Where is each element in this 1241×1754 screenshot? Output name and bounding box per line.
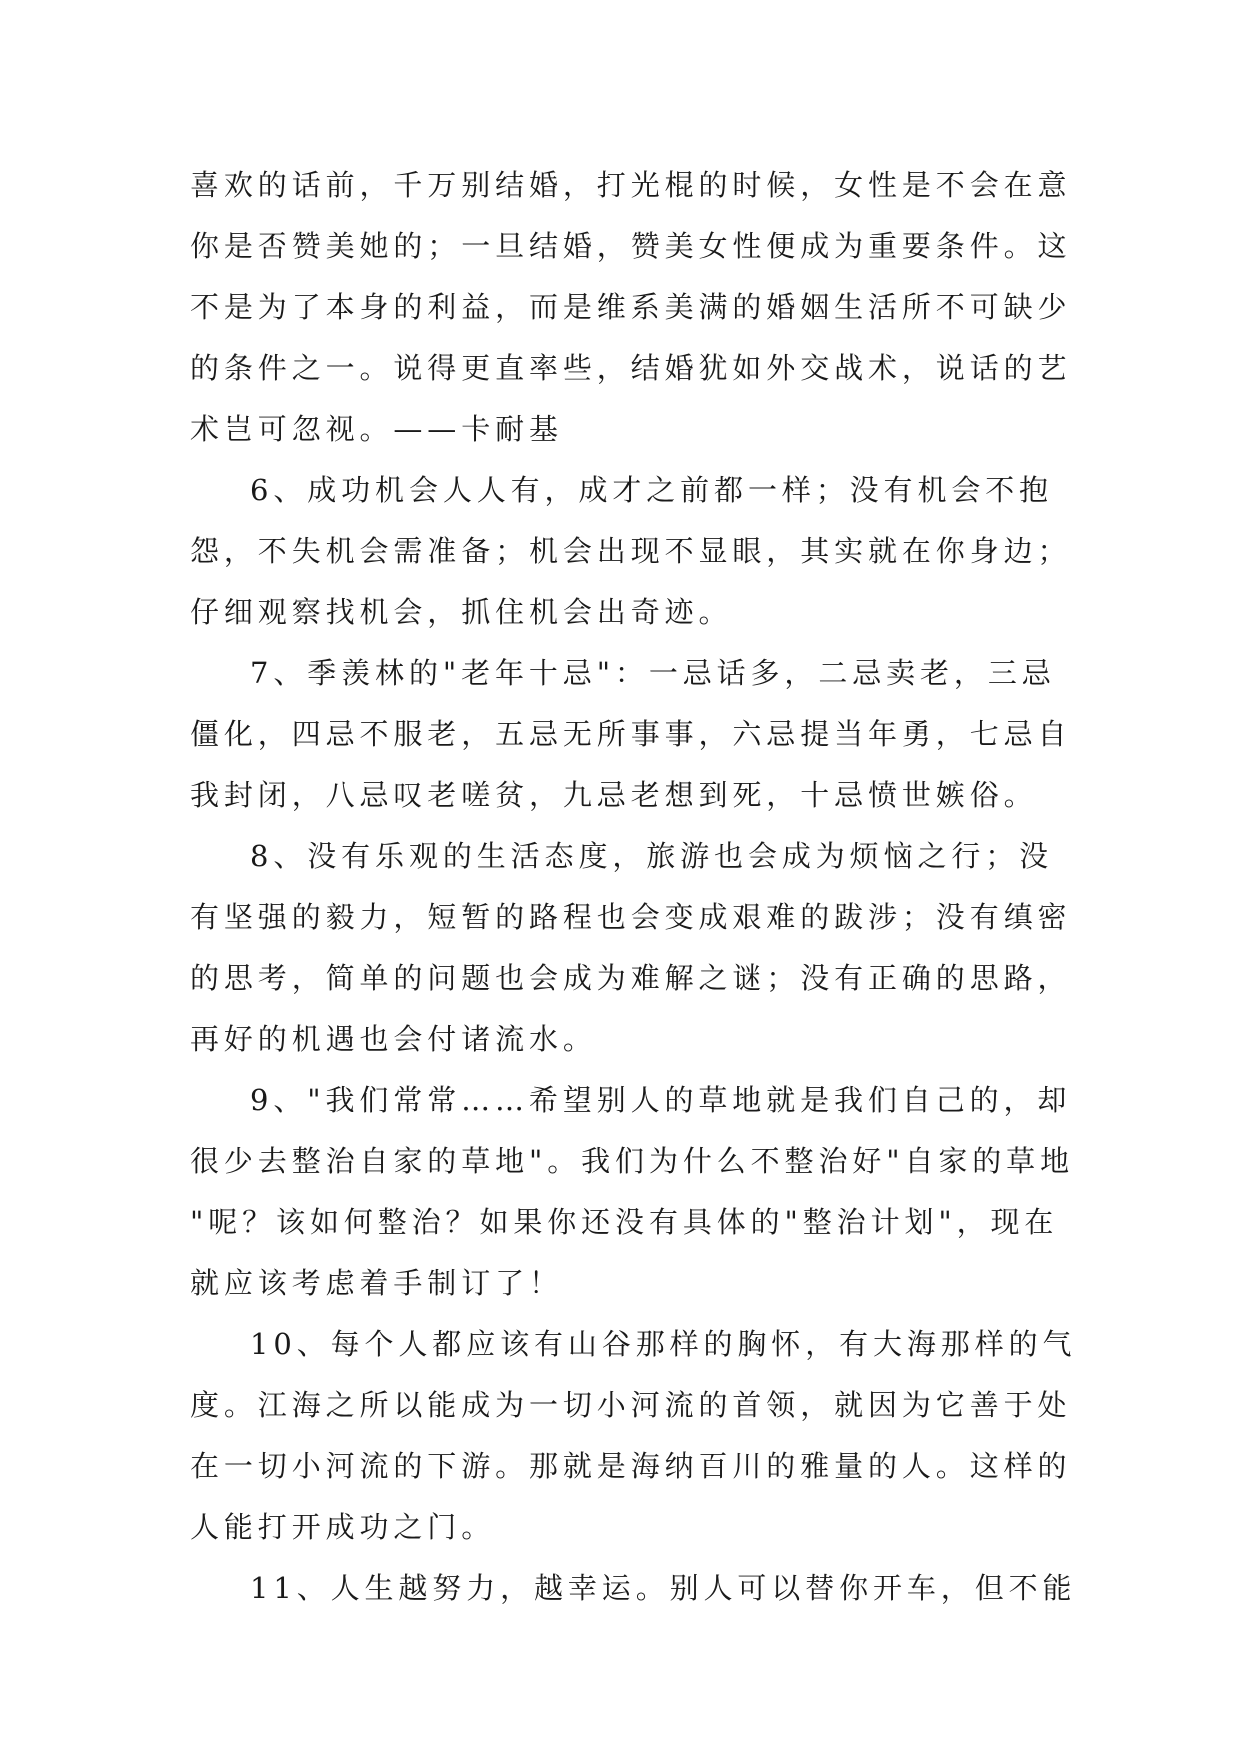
text-line: 6、成功机会人人有，成才之前都一样；没有机会不抱 xyxy=(250,473,1054,507)
paragraph-7 xyxy=(190,643,1072,826)
text-line: "呢？该如何整治？如果你还没有具体的"整治计划"，现在 xyxy=(190,1205,1059,1239)
text-line: 11、人生越努力，越幸运。别人可以替你开车，但不能 xyxy=(250,1571,1077,1605)
text-line: 怨，不失机会需准备；机会出现不显眼，其实就在你身边； xyxy=(190,534,1072,568)
paragraph-6 xyxy=(190,460,1072,643)
text-line: 仔细观察找机会，抓住机会出奇迹。 xyxy=(190,595,733,629)
text-line: 人能打开成功之门。 xyxy=(190,1510,496,1544)
text-line: 9、"我们常常……希望别人的草地就是我们自己的，却 xyxy=(250,1083,1072,1117)
text-line: 度。江海之所以能成为一切小河流的首领，就因为它善于处 xyxy=(190,1388,1072,1422)
text-line: 10、每个人都应该有山谷那样的胸怀，有大海那样的气 xyxy=(250,1327,1077,1361)
text-line: 僵化，四忌不服老，五忌无所事事，六忌提当年勇，七忌自 xyxy=(190,717,1072,751)
text-line: 有坚强的毅力，短暂的路程也会变成艰难的跋涉；没有缜密 xyxy=(190,900,1072,934)
document-body xyxy=(190,155,1077,1619)
paragraph-5-continued xyxy=(190,155,1072,460)
text-line: 很少去整治自家的草地"。我们为什么不整治好"自家的草地 xyxy=(190,1144,1074,1178)
text-line: 你是否赞美她的；一旦结婚，赞美女性便成为重要条件。这 xyxy=(190,229,1072,263)
text-line: 就应该考虑着手制订了！ xyxy=(190,1266,563,1300)
text-line: 在一切小河流的下游。那就是海纳百川的雅量的人。这样的 xyxy=(190,1449,1072,1483)
paragraph-11 xyxy=(190,1558,1077,1619)
text-line: 不是为了本身的利益，而是维系美满的婚姻生活所不可缺少 xyxy=(190,290,1072,324)
text-line: 喜欢的话前，千万别结婚，打光棍的时候，女性是不会在意 xyxy=(190,168,1072,202)
text-line: 再好的机遇也会付诸流水。 xyxy=(190,1022,597,1056)
text-line: 的思考，简单的问题也会成为难解之谜；没有正确的思路， xyxy=(190,961,1072,995)
paragraph-8 xyxy=(190,826,1072,1070)
text-line: 的条件之一。说得更直率些，结婚犹如外交战术，说话的艺 xyxy=(190,351,1072,385)
paragraph-9 xyxy=(190,1070,1074,1314)
text-line: 我封闭，八忌叹老嗟贫，九忌老想到死，十忌愤世嫉俗。 xyxy=(190,778,1038,812)
text-line: 术岂可忽视。——卡耐基 xyxy=(190,412,563,446)
text-line: 7、季羡林的"老年十忌"：一忌话多，二忌卖老，三忌 xyxy=(250,656,1056,690)
paragraph-10 xyxy=(190,1314,1077,1558)
text-line: 8、没有乐观的生活态度，旅游也会成为烦恼之行；没 xyxy=(250,839,1054,873)
